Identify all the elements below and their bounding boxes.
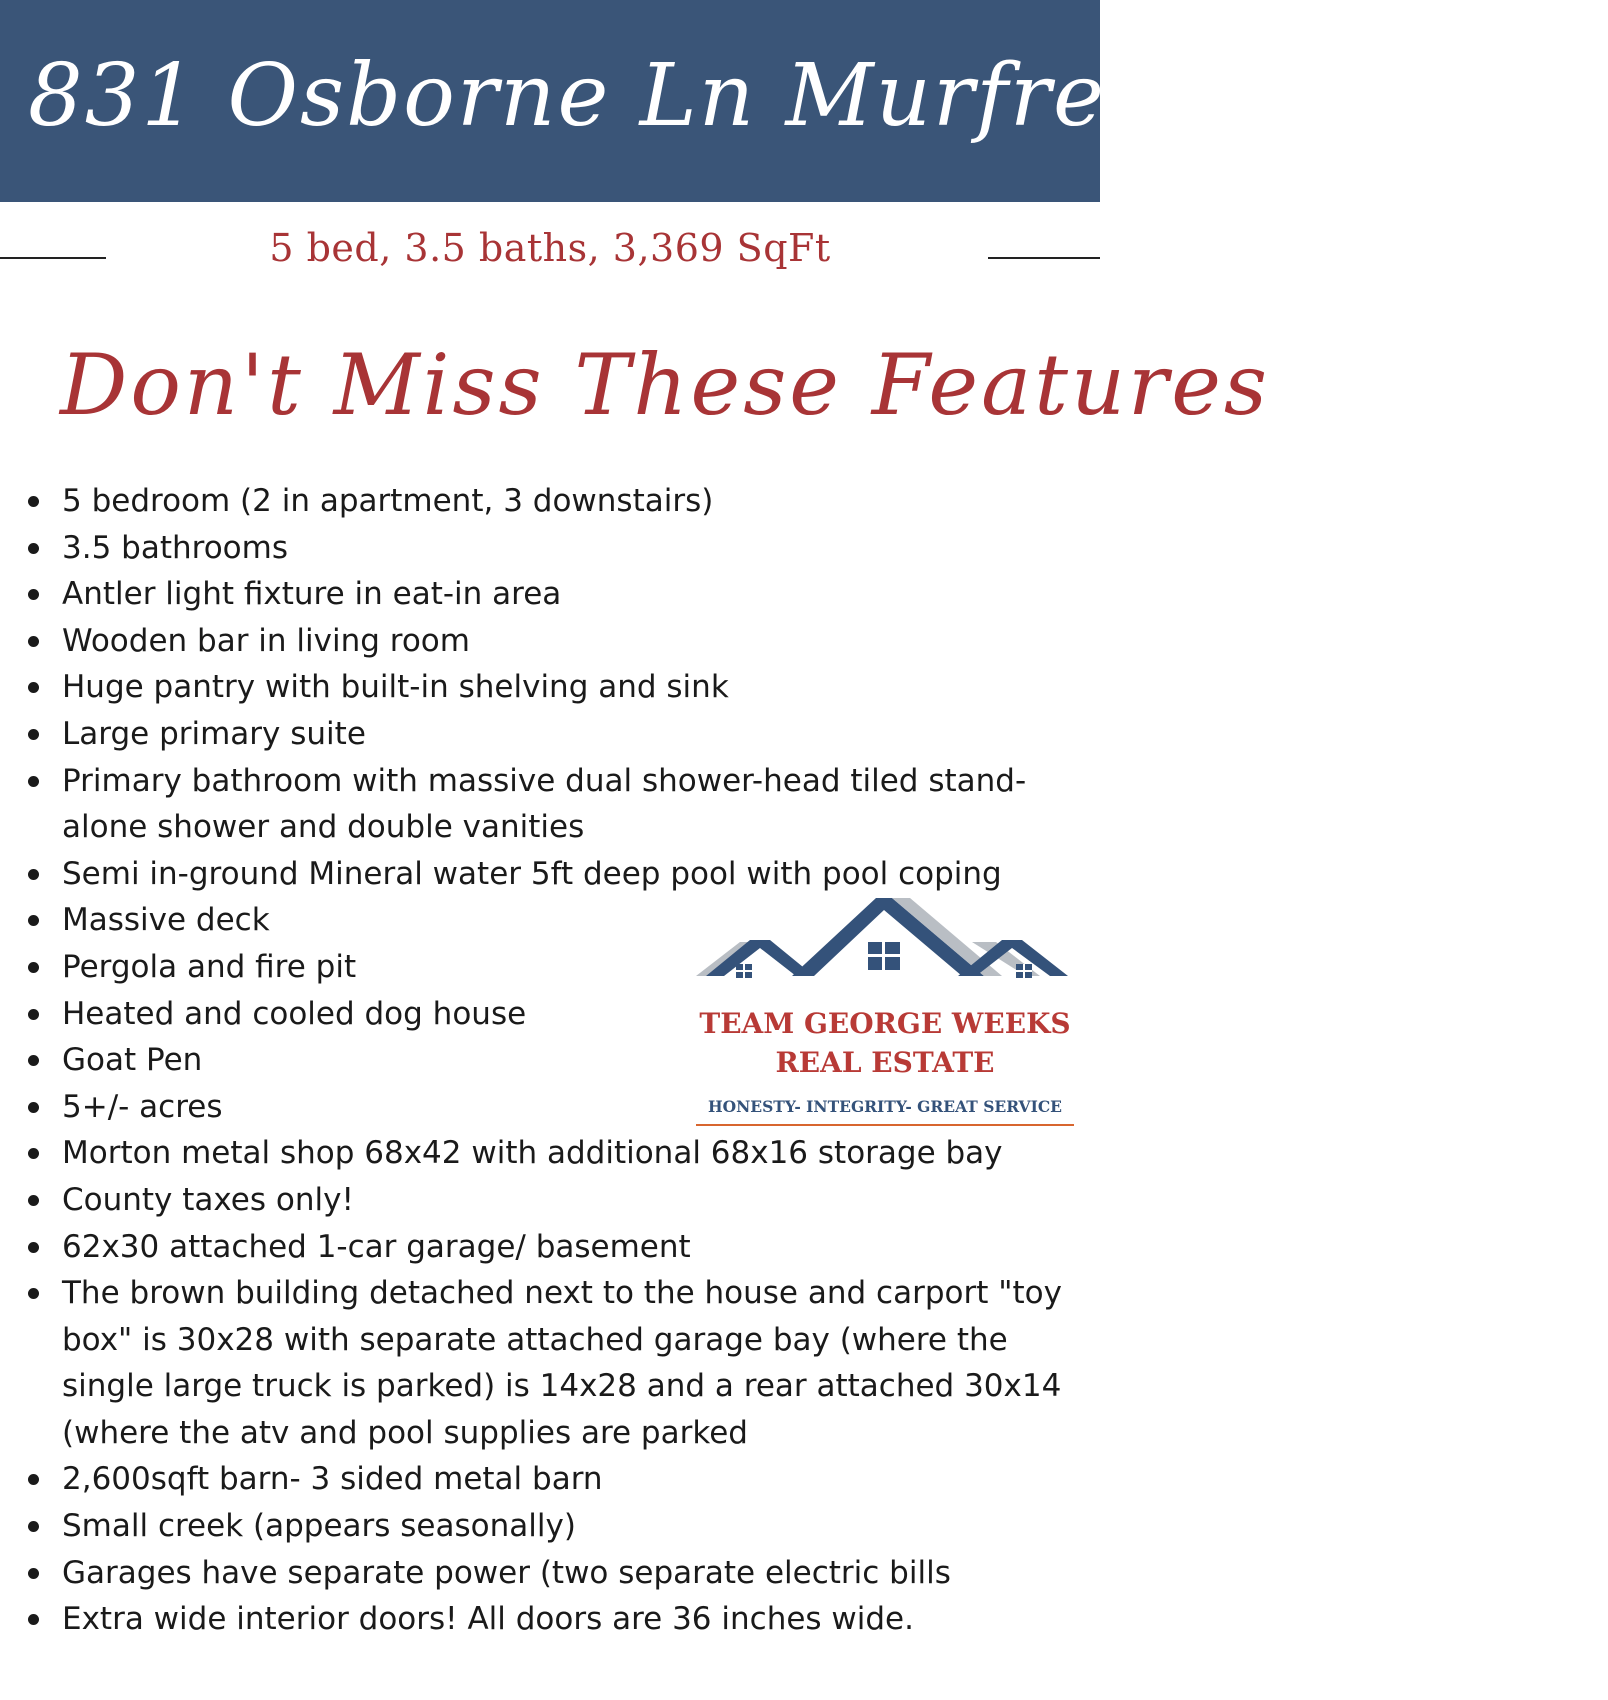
bullet-icon — [28, 729, 39, 740]
feature-text: Antler light fixture in eat-in area — [62, 576, 562, 613]
feature-item — [20, 758, 1095, 851]
feature-text: Large primary suite — [62, 715, 366, 752]
property-address-title: 831 Osborne Ln Murfreesboro, TN — [28, 46, 1608, 146]
bullet-icon — [28, 915, 39, 926]
feature-text: 5 bedroom (2 in apartment, 3 downstairs) — [62, 483, 714, 519]
feature-item — [20, 1130, 1095, 1177]
feature-text: 5+/- acres — [62, 1088, 223, 1125]
bullet-icon — [28, 1288, 39, 1299]
feature-item — [20, 1550, 1095, 1597]
bullet-icon — [28, 589, 39, 600]
bullet-icon — [28, 1568, 39, 1579]
features-heading: Don't Miss These Features — [60, 336, 1271, 434]
bullet-icon — [28, 1474, 39, 1485]
feature-item — [20, 571, 1095, 618]
feature-text: Massive deck — [62, 902, 270, 939]
property-stats: 5 bed, 3.5 baths, 3,369 SqFt — [269, 226, 831, 270]
bullet-icon — [28, 962, 39, 973]
bullet-icon — [28, 776, 39, 787]
bullet-icon — [28, 869, 39, 880]
bullet-icon — [28, 1521, 39, 1532]
feature-item — [20, 1270, 1095, 1456]
feature-text: Pergola and fire pit — [62, 948, 357, 985]
feature-item — [20, 944, 682, 991]
feature-text: Goat Pen — [62, 1042, 203, 1079]
feature-text: Semi in-ground Mineral water 5ft deep pool with pool coping — [62, 855, 1002, 892]
feature-text: Huge pantry with built-in shelving and sink — [62, 669, 729, 706]
feature-item — [20, 1224, 1095, 1271]
bullet-icon — [28, 543, 39, 554]
feature-item — [20, 525, 1095, 572]
feature-text: Morton metal shop 68x42 with additional 68x16 storage bay — [62, 1135, 1003, 1172]
feature-text: Extra wide interior doors! All doors are 36 inches wide. — [62, 1601, 914, 1638]
feature-item — [20, 711, 1095, 758]
feature-text: 3.5 bathrooms — [62, 529, 288, 566]
feature-text: Wooden bar in living room — [62, 622, 470, 659]
bullet-icon — [28, 1055, 39, 1066]
feature-item — [20, 1503, 1095, 1550]
bullet-icon — [28, 1614, 39, 1625]
feature-text: 62x30 attached 1-car garage/ basement — [62, 1228, 691, 1265]
company-logo — [696, 890, 1074, 1130]
feature-item — [20, 1037, 682, 1084]
feature-item — [20, 1084, 682, 1131]
feature-text: Garages have separate power (two separate electric bills — [62, 1554, 951, 1591]
feature-item — [20, 664, 1095, 711]
bullet-icon — [28, 682, 39, 693]
header-banner — [0, 0, 1608, 202]
bullet-icon — [28, 496, 39, 507]
feature-text: Primary bathroom with massive dual shower-head tiled stand-alone shower and double vanities — [62, 762, 1027, 846]
logo-tagline: HONESTY- INTEGRITY- GREAT SERVICE — [707, 1097, 1062, 1116]
house-roofs-icon — [696, 890, 1074, 1000]
feature-text: Small creek (appears seasonally) — [62, 1508, 576, 1545]
logo-company-name: TEAM GEORGE WEEKS — [699, 1007, 1071, 1040]
feature-item — [20, 1596, 1095, 1643]
feature-item — [20, 478, 1095, 525]
feature-item — [20, 991, 682, 1038]
feature-item — [20, 1177, 1095, 1224]
feature-text: The brown building detached next to the house and carport "toy box" is 30x28 with separate attached garage bay (where the single large truck is parked) is 14x28 and a rear attached 30x14 (where the atv and pool supplies are parked — [62, 1275, 1062, 1451]
feature-item — [20, 1456, 1095, 1503]
logo-company-subtitle: REAL ESTATE — [775, 1046, 995, 1079]
bullet-icon — [28, 1242, 39, 1253]
feature-text: 2,600sqft barn- 3 sided metal barn — [62, 1461, 603, 1498]
bullet-icon — [28, 636, 39, 647]
bullet-icon — [28, 1148, 39, 1159]
logo-underline — [696, 1124, 1074, 1126]
bullet-icon — [28, 1009, 39, 1020]
feature-text: Heated and cooled dog house — [62, 995, 527, 1032]
bullet-icon — [28, 1195, 39, 1206]
feature-text: County taxes only! — [62, 1181, 354, 1218]
bullet-icon — [28, 1102, 39, 1113]
feature-item — [20, 618, 1095, 665]
